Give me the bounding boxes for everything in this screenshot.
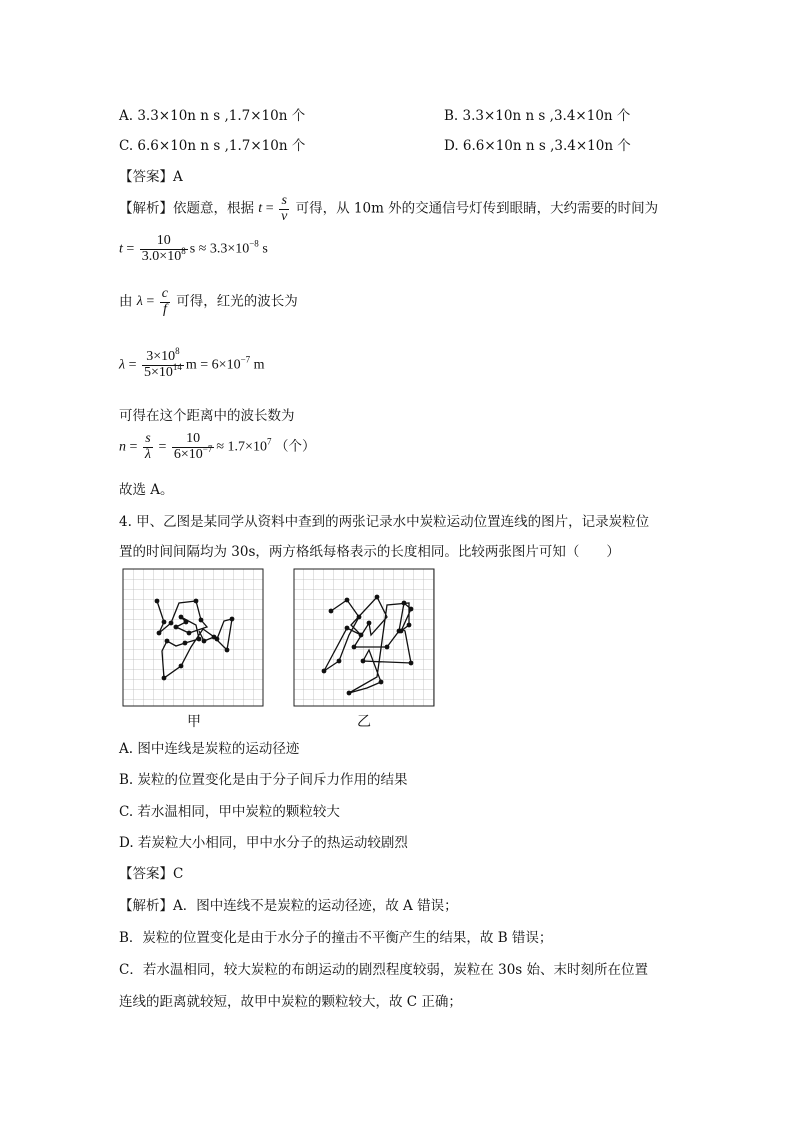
option-d: D. 6.6×10n n s ,3.4×10n 个	[444, 138, 631, 154]
wave-after: 可得，红光的波长为	[176, 293, 298, 310]
q4-option-b: B. 炭粒的位置变化是由于分子间斥力作用的结果	[119, 772, 408, 788]
caption-jia: 甲	[187, 714, 201, 730]
q4-analysis-line3: C．若水温相同，较大炭粒的布朗运动的剧烈程度较弱，炭粒在 30s 始、末时刻所在位置	[119, 962, 649, 978]
analysis-q3-line1	[119, 194, 658, 224]
q4-option-d: D. 若炭粒大小相同，甲中水分子的热运动较剧烈	[119, 835, 408, 851]
formula-time: t = $\frac{10}{3.0\times 10^8}$ $s \approx 3.3\times 10^{-8}$ s	[119, 233, 268, 264]
figure-yi	[294, 569, 434, 706]
conclusion-q3: 故选 A。	[119, 482, 174, 498]
q4-stem-line2: 置的时间间隔均为 30s，两方格纸每格表示的长度相同。比较两张图片可知（ ）	[119, 544, 620, 560]
brownian-figures	[119, 565, 439, 710]
analysis-wave-line	[119, 287, 298, 317]
q4-option-a: A. 图中连线是炭粒的运动径迹	[119, 741, 300, 757]
formula-count: n = $\frac{s}{\lambda}$ = $\frac{10}{6\times 10^{-7}}$ ≈ $1.7\times 10^7$ （个）	[119, 431, 316, 462]
formula-t-s-over-v: t = $\frac{s}{v}$	[258, 193, 288, 224]
option-b: B. 3.3×10n n s ,3.4×10n 个	[444, 108, 631, 124]
count-line: 可得在这个距离中的波长数为	[119, 408, 295, 424]
answer-q4: 【答案】C	[119, 866, 184, 882]
wave-lead: 由	[119, 293, 133, 310]
q4-option-c: C. 若水温相同，甲中炭粒的颗粒较大	[119, 804, 340, 820]
figure-jia	[123, 569, 263, 706]
q4-analysis-line4: 连线的距离就较短，故甲中炭粒的颗粒较大，故 C 正确；	[119, 994, 462, 1010]
analysis-after-formula: 可得，从 10m 外的交通信号灯传到眼睛，大约需要的时间为	[295, 200, 659, 217]
q4-analysis-line2: B．炭粒的位置变化是由于水分子的撞击不平衡产生的结果，故 B 错误；	[119, 930, 553, 946]
q4-analysis-line1: 【解析】A．图中连线不是炭粒的运动径迹，故 A 错误；	[119, 898, 458, 914]
analysis-lead: 【解析】依题意，根据	[119, 200, 254, 217]
caption-yi: 乙	[357, 714, 371, 730]
option-a: A. 3.3×10n n s ,1.7×10n 个	[119, 108, 306, 124]
q4-stem-line1: 4. 甲、乙图是某同学从资料中查到的两张记录水中炭粒运动位置连线的图片，记录炭粒位	[119, 514, 650, 530]
formula-wavelength: λ = $\frac{3\times 10^8}{5\times 10^{14}}$ $m = 6\times 10^{-7}$ m	[119, 346, 265, 380]
formula-lambda-c-over-f: λ = $\frac{c}{f}$	[136, 286, 168, 317]
count-unit: （个）	[274, 438, 316, 455]
answer-q3: 【答案】A	[119, 169, 183, 185]
option-c: C. 6.6×10n n s ,1.7×10n 个	[119, 138, 306, 154]
